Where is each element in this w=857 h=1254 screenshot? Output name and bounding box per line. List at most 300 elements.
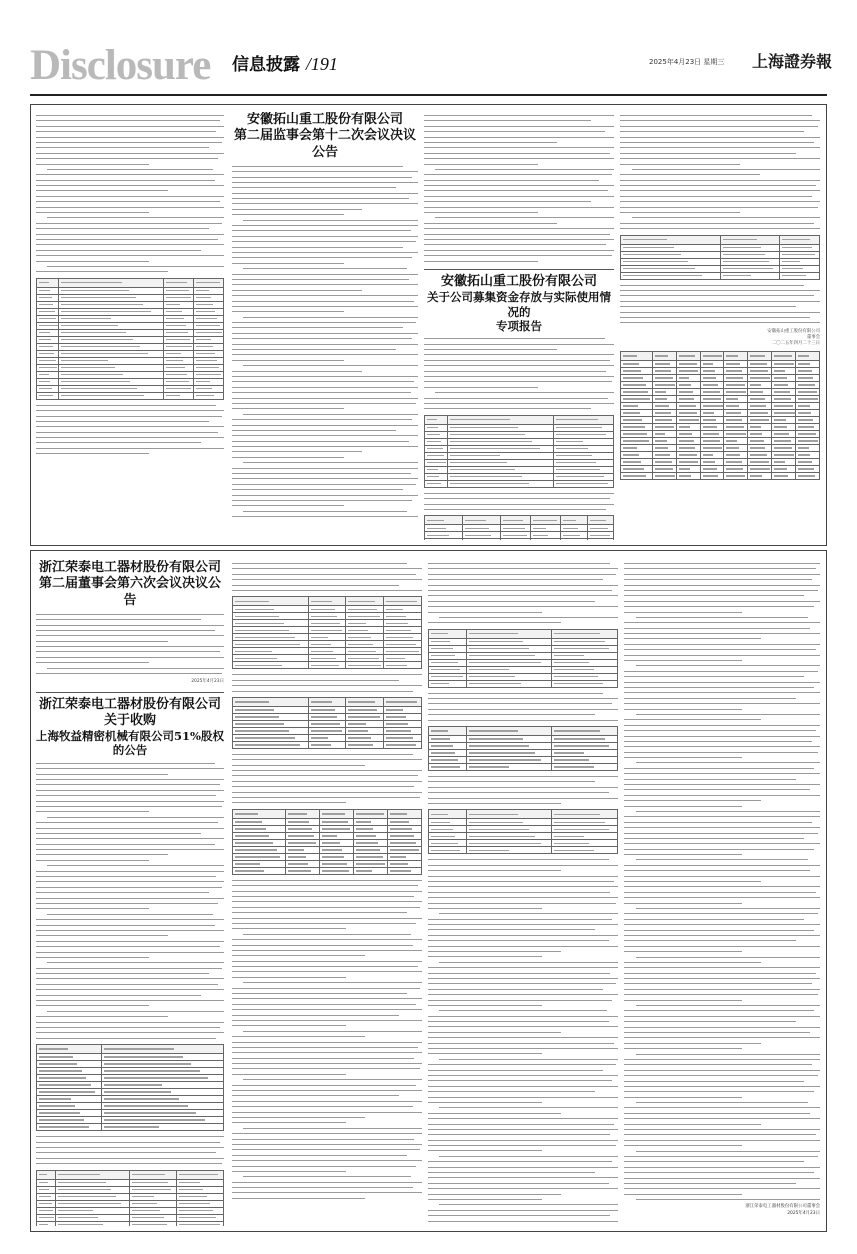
text-line bbox=[36, 640, 168, 643]
table-cell bbox=[308, 706, 346, 713]
text-line bbox=[243, 461, 418, 464]
table-cell bbox=[551, 750, 617, 757]
text-line bbox=[424, 497, 610, 500]
masthead bbox=[0, 0, 857, 100]
text-line bbox=[36, 114, 224, 117]
text-line bbox=[428, 982, 616, 985]
table-cell bbox=[308, 606, 346, 613]
table-cell bbox=[700, 417, 724, 424]
text-line bbox=[36, 189, 168, 192]
text-line bbox=[36, 613, 224, 616]
text-line bbox=[232, 769, 422, 772]
table-cell bbox=[772, 403, 796, 410]
signature-board: 董事会 bbox=[806, 334, 820, 340]
text-line bbox=[36, 222, 222, 225]
table-cell bbox=[466, 764, 551, 771]
table-cell bbox=[285, 853, 319, 860]
table-cell bbox=[308, 613, 346, 620]
table-row bbox=[429, 629, 618, 638]
table-row bbox=[37, 315, 224, 322]
table-row bbox=[37, 294, 224, 301]
text-line bbox=[624, 681, 820, 684]
table-cell bbox=[425, 525, 463, 532]
table-row bbox=[425, 539, 614, 540]
signature-date: 二〇二五年四月二十三日 bbox=[771, 341, 820, 347]
text-line bbox=[636, 664, 820, 667]
table-cell bbox=[194, 301, 224, 308]
text-line bbox=[36, 940, 224, 943]
text-line bbox=[439, 912, 618, 915]
text-line bbox=[232, 573, 416, 576]
table-cell bbox=[233, 706, 309, 713]
text-line bbox=[428, 950, 561, 953]
table-cell bbox=[194, 336, 224, 343]
table-cell bbox=[700, 403, 724, 410]
table-cell bbox=[164, 294, 194, 301]
table-cell bbox=[447, 459, 553, 466]
table-cell bbox=[652, 375, 676, 382]
table-cell bbox=[425, 516, 463, 525]
table-cell bbox=[346, 597, 384, 606]
text-line bbox=[232, 764, 365, 767]
table-cell bbox=[425, 480, 448, 487]
table-row bbox=[621, 368, 820, 375]
text-line bbox=[428, 993, 618, 996]
table-cell bbox=[59, 329, 164, 336]
table-row bbox=[621, 382, 820, 389]
text-line bbox=[36, 1146, 224, 1149]
table-cell bbox=[796, 396, 820, 403]
table-cell bbox=[308, 648, 346, 655]
text-line bbox=[232, 1035, 365, 1038]
table-row bbox=[233, 853, 422, 860]
table-cell bbox=[724, 452, 748, 459]
earnings-table-b bbox=[428, 726, 618, 771]
text-line bbox=[36, 924, 215, 927]
masthead-rule bbox=[30, 94, 827, 96]
text-line bbox=[36, 870, 224, 873]
table-cell bbox=[466, 673, 551, 680]
text-line bbox=[636, 1150, 820, 1153]
table-cell bbox=[720, 251, 780, 258]
text-line bbox=[36, 1004, 149, 1007]
table-cell bbox=[772, 431, 796, 438]
table-cell bbox=[772, 382, 796, 389]
text-line bbox=[428, 1090, 595, 1093]
text-line bbox=[232, 992, 407, 995]
text-line bbox=[624, 567, 816, 570]
table-cell bbox=[772, 473, 796, 480]
table-cell bbox=[796, 382, 820, 389]
newspaper-name: 上海證券報 bbox=[752, 52, 833, 71]
table-cell bbox=[720, 244, 780, 251]
table-cell bbox=[676, 452, 700, 459]
text-line bbox=[36, 672, 222, 675]
text-line bbox=[428, 988, 603, 991]
table-row bbox=[37, 1207, 224, 1214]
table-cell bbox=[346, 627, 384, 634]
table-cell bbox=[447, 431, 553, 438]
table-cell bbox=[447, 473, 553, 480]
table-cell bbox=[425, 532, 463, 539]
table-cell bbox=[530, 525, 560, 532]
table-row bbox=[621, 452, 820, 459]
text-line bbox=[232, 1014, 399, 1017]
table-cell bbox=[37, 1193, 56, 1200]
text-line bbox=[36, 211, 149, 214]
table-cell bbox=[652, 466, 676, 473]
text-line bbox=[232, 791, 422, 794]
bottom-right-column bbox=[624, 560, 820, 1200]
table-cell bbox=[233, 809, 286, 818]
text-line bbox=[624, 999, 742, 1002]
text-line bbox=[428, 1079, 612, 1082]
text-line bbox=[232, 1186, 413, 1189]
table-cell bbox=[652, 431, 676, 438]
text-line bbox=[232, 483, 416, 486]
table-cell bbox=[233, 867, 286, 874]
table-cell bbox=[676, 438, 700, 445]
text-line bbox=[232, 402, 416, 405]
table-cell bbox=[772, 466, 796, 473]
text-line bbox=[636, 1198, 820, 1200]
text-line bbox=[232, 1008, 422, 1011]
table-row bbox=[429, 736, 618, 743]
table-cell bbox=[447, 445, 553, 452]
text-line bbox=[428, 1015, 618, 1018]
table-cell bbox=[37, 1221, 56, 1226]
text-line bbox=[232, 397, 418, 400]
table-cell bbox=[102, 1075, 224, 1082]
text-line bbox=[632, 216, 820, 219]
table-row bbox=[429, 645, 618, 652]
table-cell bbox=[553, 466, 613, 473]
fund-usage-table-a bbox=[424, 415, 614, 488]
text-line bbox=[620, 300, 820, 303]
text-line bbox=[620, 316, 810, 319]
text-line bbox=[232, 504, 344, 507]
table-row bbox=[233, 818, 422, 825]
table-cell bbox=[102, 1103, 224, 1110]
text-line bbox=[232, 337, 412, 340]
text-line bbox=[624, 659, 742, 662]
table-cell bbox=[748, 445, 772, 452]
table-cell bbox=[425, 473, 448, 480]
text-line bbox=[428, 594, 618, 597]
table-cell bbox=[353, 860, 387, 867]
text-line bbox=[620, 173, 760, 176]
text-line bbox=[620, 294, 814, 297]
table-cell bbox=[551, 659, 617, 666]
table-row bbox=[425, 525, 614, 532]
text-line bbox=[232, 796, 420, 799]
text-line bbox=[428, 578, 603, 581]
table-row bbox=[621, 459, 820, 466]
text-line bbox=[620, 211, 740, 214]
text-line bbox=[232, 917, 422, 920]
table-cell bbox=[676, 375, 700, 382]
table-cell bbox=[130, 1179, 177, 1186]
text-line bbox=[624, 1123, 761, 1126]
text-line bbox=[624, 794, 820, 797]
text-line bbox=[428, 1096, 618, 1099]
table-cell bbox=[700, 452, 724, 459]
table-cell bbox=[551, 819, 617, 826]
table-cell bbox=[466, 652, 551, 659]
table-cell bbox=[384, 662, 422, 669]
text-line bbox=[428, 600, 595, 603]
text-line bbox=[232, 391, 411, 394]
table-cell bbox=[346, 620, 384, 627]
section-title bbox=[232, 50, 338, 75]
table-cell bbox=[724, 375, 748, 382]
text-line bbox=[424, 211, 538, 214]
text-line bbox=[36, 934, 168, 937]
text-line bbox=[424, 206, 614, 209]
table-cell bbox=[621, 251, 721, 258]
table-cell bbox=[462, 532, 500, 539]
text-line bbox=[232, 251, 418, 254]
table-cell bbox=[429, 743, 467, 750]
table-cell bbox=[551, 833, 617, 840]
table-row bbox=[621, 389, 820, 396]
text-line bbox=[620, 222, 814, 225]
text-line bbox=[624, 1139, 820, 1142]
table-cell bbox=[780, 251, 820, 258]
text-line bbox=[428, 1176, 618, 1179]
table-row bbox=[37, 329, 224, 336]
table-cell bbox=[353, 825, 387, 832]
table-cell bbox=[621, 424, 653, 431]
table-cell bbox=[700, 445, 724, 452]
notice-title-line-2: 第二届董事会第六次会议决议公告 bbox=[38, 576, 221, 608]
text-line bbox=[632, 168, 820, 171]
text-line bbox=[428, 1020, 609, 1023]
table-cell bbox=[194, 350, 224, 357]
table-cell bbox=[233, 825, 286, 832]
table-row bbox=[429, 826, 618, 833]
table-row bbox=[425, 438, 614, 445]
table-cell bbox=[37, 1200, 56, 1207]
table-row bbox=[425, 516, 614, 525]
text-line bbox=[232, 1148, 420, 1151]
table-row bbox=[37, 1068, 224, 1075]
text-line bbox=[36, 661, 149, 664]
text-line bbox=[428, 1198, 542, 1201]
text-line bbox=[36, 452, 149, 455]
text-line bbox=[36, 415, 222, 418]
text-line bbox=[624, 751, 818, 754]
table-cell bbox=[308, 734, 346, 741]
table-cell bbox=[233, 734, 309, 741]
table-cell bbox=[748, 410, 772, 417]
text-line bbox=[243, 981, 422, 984]
table-cell bbox=[194, 278, 224, 287]
table-cell bbox=[621, 473, 653, 480]
table-cell bbox=[102, 1054, 224, 1061]
text-line bbox=[424, 503, 614, 506]
text-line bbox=[36, 794, 216, 797]
table-cell bbox=[384, 641, 422, 648]
text-line bbox=[624, 923, 820, 926]
account-table bbox=[620, 235, 820, 280]
text-line bbox=[47, 216, 224, 219]
text-line bbox=[36, 821, 218, 824]
text-line bbox=[243, 1030, 422, 1033]
text-line bbox=[232, 440, 409, 443]
text-line bbox=[232, 884, 418, 887]
text-line bbox=[243, 219, 418, 222]
text-line bbox=[624, 594, 804, 597]
notice-title-line-1: 浙江荣泰电工器材股份有限公司 bbox=[38, 560, 221, 575]
text-line bbox=[243, 1175, 410, 1178]
text-line bbox=[428, 1166, 618, 1169]
report-title-line-3: 专项报告 bbox=[496, 318, 542, 333]
table-cell bbox=[59, 301, 164, 308]
table-cell bbox=[652, 382, 676, 389]
table-cell bbox=[621, 389, 653, 396]
text-line bbox=[232, 1121, 346, 1124]
table-cell bbox=[676, 445, 700, 452]
table-cell bbox=[466, 736, 551, 743]
table-cell bbox=[387, 867, 421, 874]
text-line bbox=[624, 939, 796, 942]
text-line bbox=[624, 670, 818, 673]
target-company-table bbox=[36, 1044, 224, 1131]
table-cell bbox=[621, 272, 721, 279]
text-line bbox=[36, 141, 222, 144]
table-cell bbox=[346, 648, 384, 655]
table-cell bbox=[553, 459, 613, 466]
text-line bbox=[47, 816, 224, 819]
masthead-wordmark: Disclosure bbox=[30, 44, 211, 88]
text-line bbox=[232, 1003, 416, 1006]
table-cell bbox=[37, 371, 59, 378]
text-line bbox=[36, 431, 218, 434]
text-line bbox=[435, 216, 614, 219]
table-cell bbox=[796, 368, 820, 375]
text-line bbox=[620, 206, 818, 209]
table-row bbox=[429, 819, 618, 826]
text-line bbox=[424, 130, 605, 133]
table-cell bbox=[700, 459, 724, 466]
table-cell bbox=[796, 438, 820, 445]
table-cell bbox=[429, 750, 467, 757]
text-line bbox=[428, 972, 610, 975]
text-line bbox=[232, 240, 416, 243]
text-line bbox=[424, 343, 614, 346]
text-line bbox=[624, 778, 796, 781]
table-row bbox=[37, 278, 224, 287]
table-cell bbox=[796, 459, 820, 466]
text-line bbox=[624, 788, 810, 791]
text-line bbox=[636, 713, 820, 716]
page-number: /191 bbox=[305, 54, 338, 74]
table-cell bbox=[55, 1200, 130, 1207]
table-cell bbox=[530, 539, 560, 540]
text-line bbox=[624, 885, 820, 888]
table-cell bbox=[233, 606, 309, 613]
text-line bbox=[424, 146, 614, 149]
table-cell bbox=[384, 648, 422, 655]
table-cell bbox=[384, 634, 422, 641]
table-cell bbox=[652, 473, 676, 480]
table-row bbox=[621, 466, 820, 473]
table-cell bbox=[233, 839, 286, 846]
text-line bbox=[232, 305, 418, 308]
table-cell bbox=[285, 846, 319, 853]
table-cell bbox=[429, 826, 467, 833]
table-cell bbox=[551, 666, 617, 673]
text-line bbox=[232, 987, 420, 990]
table-row bbox=[37, 1179, 224, 1186]
text-line bbox=[428, 1160, 612, 1163]
table-cell bbox=[551, 736, 617, 743]
text-line bbox=[232, 944, 413, 947]
text-line bbox=[232, 1159, 422, 1162]
table-cell bbox=[130, 1221, 177, 1226]
text-line bbox=[428, 999, 612, 1002]
table-cell bbox=[676, 382, 700, 389]
text-line bbox=[36, 848, 224, 851]
table-row bbox=[37, 1089, 224, 1096]
table-cell bbox=[319, 839, 353, 846]
table-cell bbox=[466, 727, 551, 736]
text-line bbox=[624, 648, 816, 651]
table-row bbox=[37, 1082, 224, 1089]
table-cell bbox=[447, 480, 553, 487]
table-cell bbox=[37, 1103, 102, 1110]
table-cell bbox=[194, 287, 224, 294]
table-cell bbox=[233, 655, 309, 662]
text-line bbox=[424, 348, 557, 351]
table-cell bbox=[319, 832, 353, 839]
table-cell bbox=[37, 1082, 102, 1089]
table-row bbox=[621, 272, 820, 279]
text-line bbox=[428, 864, 618, 867]
table-cell bbox=[748, 368, 772, 375]
text-line bbox=[36, 902, 218, 905]
report-title-line-1: 安徽拓山重工股份有限公司 bbox=[440, 273, 597, 289]
table-cell bbox=[466, 819, 551, 826]
table-cell bbox=[37, 1068, 102, 1075]
table-row bbox=[425, 431, 614, 438]
text-line bbox=[232, 165, 403, 168]
text-line bbox=[624, 1144, 742, 1147]
bottom-left-signature bbox=[36, 679, 224, 685]
text-line bbox=[232, 900, 422, 903]
text-line bbox=[424, 233, 610, 236]
text-line bbox=[428, 1052, 542, 1055]
table-cell bbox=[796, 417, 820, 424]
table-row bbox=[233, 706, 422, 713]
text-line bbox=[232, 1154, 407, 1157]
table-cell bbox=[164, 378, 194, 385]
text-line bbox=[36, 152, 224, 155]
table-cell bbox=[551, 743, 617, 750]
table-cell bbox=[429, 840, 467, 847]
bottom-middle-left-column bbox=[232, 560, 422, 1226]
text-line bbox=[232, 1062, 422, 1065]
text-line bbox=[36, 179, 215, 182]
text-line bbox=[624, 950, 742, 953]
text-line bbox=[624, 1177, 820, 1180]
table-row bbox=[621, 244, 820, 251]
text-line bbox=[624, 1133, 816, 1136]
table-cell bbox=[308, 641, 346, 648]
table-row bbox=[621, 258, 820, 265]
table-row bbox=[233, 860, 422, 867]
